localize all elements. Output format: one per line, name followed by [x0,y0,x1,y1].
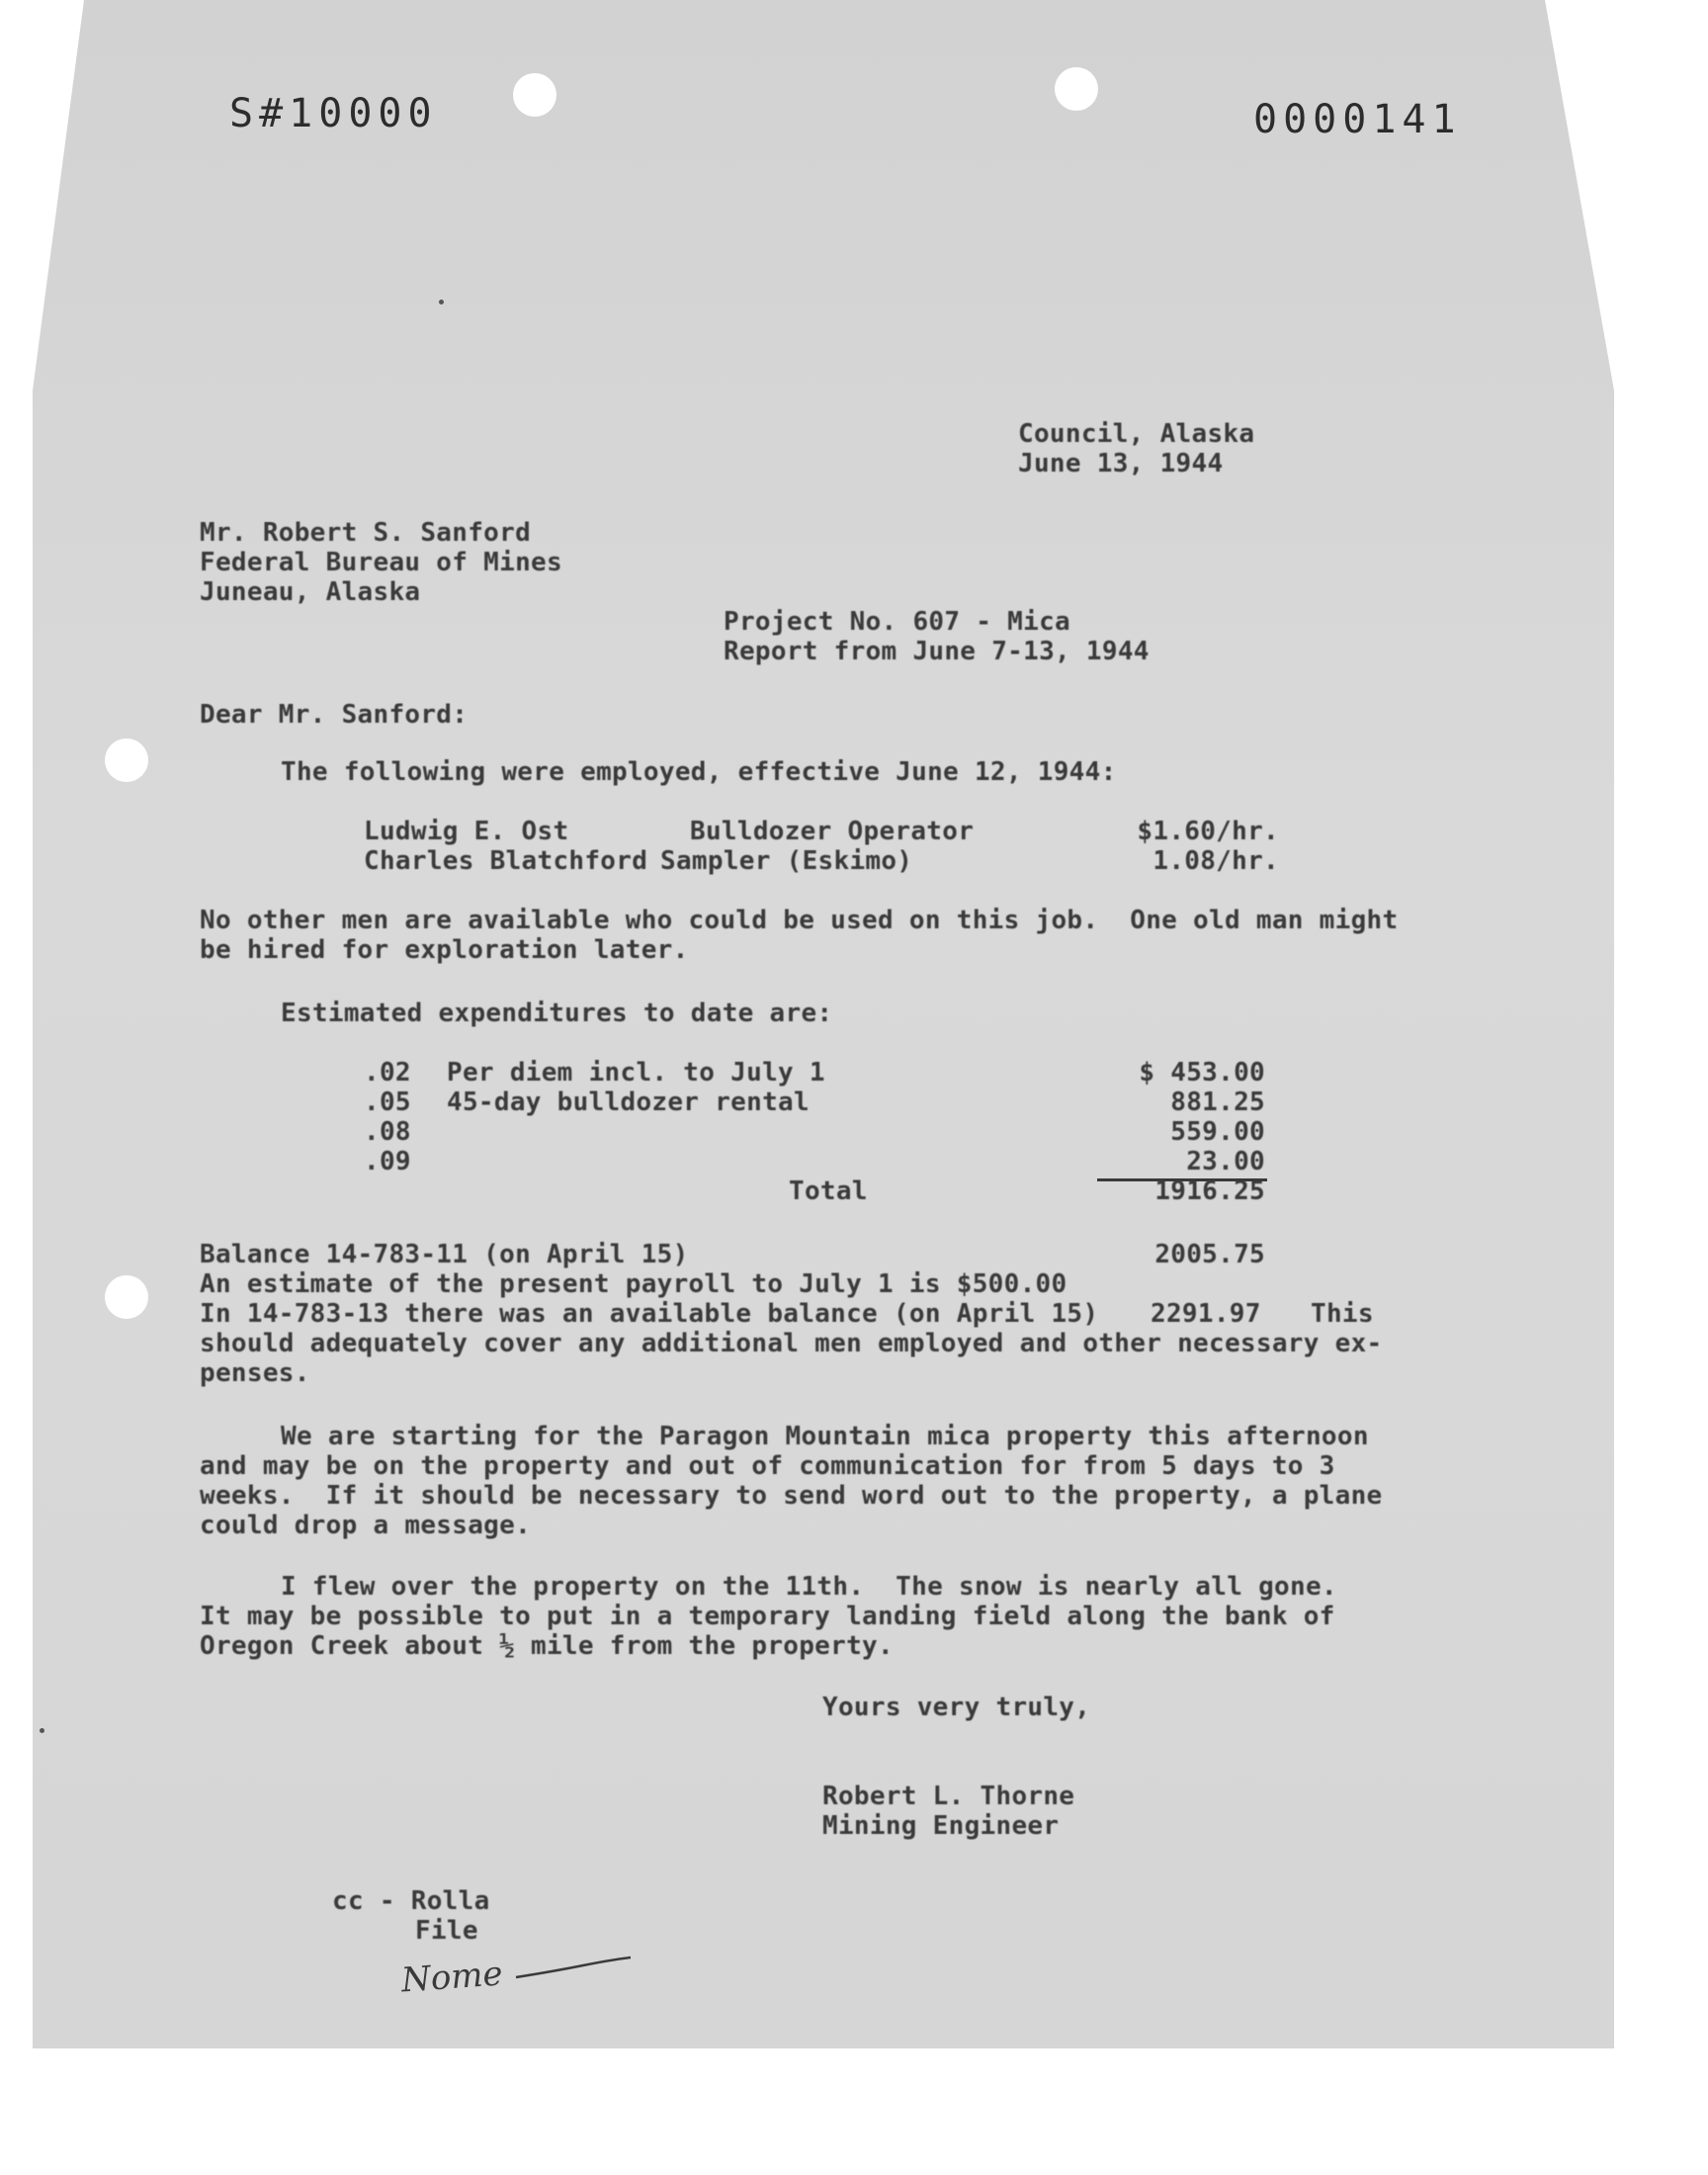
punch-hole [513,73,556,117]
recipient-name: Mr. Robert S. Sanford [200,518,532,548]
employee-role: Bulldozer Operator [690,817,975,846]
expense-desc: Per diem incl. to July 1 [447,1058,825,1088]
total-label: Total [789,1176,868,1206]
subject-report: Report from June 7-13, 1944 [724,637,1150,666]
balance-label: Balance 14-783-11 (on April 15) [200,1240,689,1269]
page-number-stamp: 0000141 [1253,97,1462,142]
employee-role: Sampler (Eskimo) [660,846,913,876]
letter-date: June 13, 1944 [1018,449,1224,478]
payroll-estimate: An estimate of the present payroll to July 1 is $500.00 [200,1269,1068,1299]
employee-name: Charles Blatchford [364,846,648,876]
handwritten-note: Nome [399,1954,504,2001]
ink-speck [439,300,444,304]
expenditures-intro: Estimated expenditures to date are: [281,999,833,1028]
signer-name: Robert L. Thorne [822,1782,1075,1811]
paragon-line2: and may be on the property and out of communication for from 5 days to 3 [200,1451,1335,1481]
available-balance-amount: 2291.97 [1151,1299,1261,1329]
expense-code: .02 [364,1058,411,1088]
flew-line1: I flew over the property on the 11th. The snow is nearly all gone. [281,1572,1337,1602]
employee-name: Ludwig E. Ost [364,817,569,846]
flew-line2: It may be possible to put in a temporary landing field along the bank of [200,1602,1335,1631]
employment-intro: The following were employed, effective June 12, 1944: [281,757,1117,787]
ink-speck [40,1728,44,1733]
cc-line2: File [415,1916,478,1946]
paragon-line3: weeks. If it should be necessary to send word out to the property, a plane [200,1481,1383,1511]
balance-line4: should adequately cover any additional men employed and other necessary ex- [200,1329,1383,1358]
expense-code: .09 [364,1147,411,1176]
available-balance-tail: This [1311,1299,1374,1329]
balance-line5: penses. [200,1358,310,1388]
expense-code: .08 [364,1117,411,1147]
punch-hole [105,739,148,782]
expense-desc: 45-day bulldozer rental [447,1088,810,1117]
punch-hole [105,1275,148,1319]
expense-amount: $ 453.00 [1139,1058,1265,1088]
signer-title: Mining Engineer [822,1811,1060,1841]
recipient-city: Juneau, Alaska [200,577,421,607]
salutation: Dear Mr. Sanford: [200,700,469,730]
balance-amount: 2005.75 [1154,1240,1265,1269]
expense-code: .05 [364,1088,411,1117]
cc-line1: cc - Rolla [332,1886,490,1916]
paragon-line4: could drop a message. [200,1511,532,1540]
employee-rate: $1.60/hr. [1137,817,1279,846]
expense-amount: 881.25 [1170,1088,1265,1117]
subject-project: Project No. 607 - Mica [724,607,1070,637]
no-other-men-line2: be hired for exploration later. [200,935,689,965]
place: Council, Alaska [1018,419,1255,449]
file-number-stamp: S#10000 [229,91,438,136]
total-amount: 1916.25 [1154,1176,1265,1206]
closing: Yours very truly, [822,1693,1091,1722]
paragon-line1: We are starting for the Paragon Mountain mica property this afternoon [281,1422,1369,1451]
recipient-org: Federal Bureau of Mines [200,548,562,577]
available-balance-label: In 14-783-13 there was an available balance (on April 15) [200,1299,1099,1329]
expense-amount: 23.00 [1186,1147,1265,1176]
expense-amount: 559.00 [1170,1117,1265,1147]
punch-hole [1055,67,1098,111]
employee-rate: 1.08/hr. [1153,846,1279,876]
handwritten-flourish [514,1954,633,1983]
no-other-men-line1: No other men are available who could be used on this job. One old man might [200,906,1399,935]
flew-line3: Oregon Creek about ½ mile from the property. [200,1631,894,1661]
